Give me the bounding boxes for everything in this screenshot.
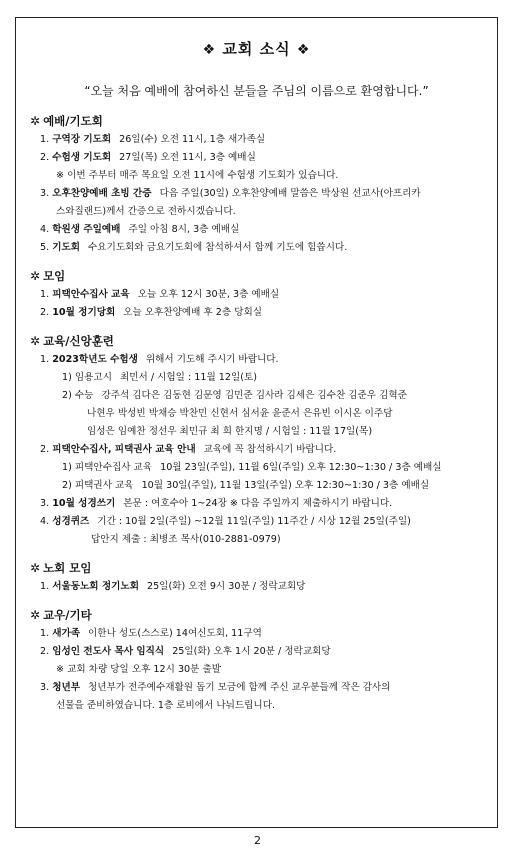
item-number: 5.	[40, 242, 50, 253]
star-icon: ✲	[30, 608, 41, 622]
list-item	[30, 405, 483, 423]
list-item	[30, 531, 483, 549]
item-note: ※ 교회 차량 당일 오후 12시 30분 출발	[56, 664, 222, 675]
list-item-continuation	[30, 203, 483, 221]
sub-item-detail: 최민서 / 시험일 : 11월 12일(토)	[119, 372, 257, 383]
item-label: 2023학년도 수험생	[52, 354, 138, 365]
item-continuation-text: 스와질랜드)께서 간증으로 전하시겠습니다.	[56, 206, 236, 217]
list-item	[30, 477, 483, 495]
section-heading-text: 노회 모임	[43, 561, 92, 575]
item-number: 1.	[40, 354, 50, 365]
sub-item-detail: 10월 30일(주일), 11월 13일(주일) 오후 12:30~1:30 / 3층 예배실	[141, 480, 430, 491]
section-heading-text: 교육/신앙훈련	[43, 334, 114, 348]
star-icon: ✲	[30, 269, 41, 283]
item-continuation-text: 임성은 임예찬 정선우 최민규 최 희 한지명 / 시험일 : 11월 17일(목)	[87, 426, 373, 437]
item-number: 4.	[40, 516, 50, 527]
page-title	[30, 36, 483, 62]
list-item	[30, 495, 483, 513]
item-label: 임성인 전도사 목사 임직식	[52, 646, 165, 657]
star-icon: ✲	[30, 334, 41, 348]
list-item-continuation	[30, 697, 483, 715]
bulletin-frame	[15, 17, 498, 828]
item-continuation-text: 답안지 제출 : 최병조 목사(010-2881-0979)	[91, 534, 281, 545]
item-continuation-text: 선물을 준비하였습니다. 1층 로비에서 나눠드립니다.	[56, 700, 276, 711]
title-text: 교회 소식	[222, 40, 291, 58]
item-number: 3.	[40, 188, 50, 199]
item-detail: 기간 : 10월 2일(주일) ~12월 11일(주일) 11주간 / 시상 12월 25일(주일)	[97, 516, 411, 527]
sub-item-label: 1) 피택안수집사 교육	[62, 462, 153, 473]
list-item	[30, 167, 483, 185]
list-item	[30, 221, 483, 239]
sub-item-detail: 강주석 김다은 김동현 김문영 김민준 김사라 김세은 김수찬 김준우 김혁준	[101, 390, 407, 401]
item-label: 수험생 기도회	[52, 152, 112, 163]
item-detail: 오늘 오후 12시 30분, 3층 예배실	[137, 289, 280, 300]
sub-item-label: 2) 수능	[62, 390, 94, 401]
list-item	[30, 239, 483, 257]
section-heading-text: 교우/기타	[43, 608, 92, 622]
item-detail: 청년부가 전주예수재활원 돕기 모금에 함께 주신 교우분들께 작은 감사의	[88, 682, 391, 693]
section-heading	[30, 605, 483, 625]
item-label: 새가족	[52, 628, 81, 639]
item-detail: 이한나 성도(스스로) 14여신도회, 11구역	[88, 628, 262, 639]
item-detail: 25일(화) 오전 9시 30분 / 정락교회당	[146, 581, 306, 592]
page-number: 2	[254, 834, 261, 847]
sub-item-label: 1) 임용고시	[62, 372, 112, 383]
sub-item-label: 2) 피택권사 교육	[62, 480, 134, 491]
list-item	[30, 459, 483, 477]
sub-item-detail: 10월 23일(주일), 11월 6일(주일) 오후 12:30~1:30 / 3층 예배실	[160, 462, 442, 473]
section-heading	[30, 331, 483, 351]
welcome-message: “오늘 처음 예배에 참여하신 분들을 주님의 이름으로 환영합니다.”	[84, 84, 429, 98]
list-item	[30, 578, 483, 596]
list-item	[30, 351, 483, 369]
item-label: 오후찬양예배 초빙 간증	[52, 188, 152, 199]
item-number: 1.	[40, 134, 50, 145]
item-label: 서울동노회 정기노회	[52, 581, 139, 592]
list-item	[30, 423, 483, 441]
item-number: 2.	[40, 307, 50, 318]
news-sections	[30, 111, 483, 715]
list-item	[30, 149, 483, 167]
item-detail: 교육에 꼭 참석하시기 바랍니다.	[203, 444, 337, 455]
item-label: 피택안수집사, 피택권사 교육 안내	[52, 444, 196, 455]
list-item	[30, 304, 483, 322]
item-number: 1.	[40, 628, 50, 639]
item-label: 기도회	[52, 242, 81, 253]
diamond-icon-left: ❖	[202, 42, 217, 58]
item-detail: 25일(화) 오후 1시 20분 / 정락교회당	[172, 646, 331, 657]
item-label: 성경퀴즈	[52, 516, 90, 527]
list-item	[30, 387, 483, 405]
item-detail: 다음 주일(30일) 오후찬양예배 말씀은 박상원 선교사(아프리카	[159, 188, 421, 199]
item-label: 10월 정기당회	[52, 307, 116, 318]
item-number: 1.	[40, 289, 50, 300]
item-detail: 26일(수) 오전 11시, 1층 새가족실	[119, 134, 266, 145]
list-item	[30, 679, 483, 697]
item-label: 피택안수집사 교육	[52, 289, 130, 300]
item-number: 3.	[40, 498, 50, 509]
item-note: ※ 이번 주부터 매주 목요일 오전 11시에 수험생 기도회가 있습니다.	[56, 170, 339, 181]
item-detail: 주일 아침 8시, 3층 예배실	[128, 224, 240, 235]
item-number: 2.	[40, 152, 50, 163]
list-item	[30, 661, 483, 679]
item-detail: 수요기도회와 금요기도회에 참석하셔서 함께 기도에 힘씁시다.	[88, 242, 348, 253]
diamond-icon-right: ❖	[296, 42, 311, 58]
item-label: 구역장 기도회	[52, 134, 112, 145]
item-label: 10월 성경쓰기	[52, 498, 116, 509]
star-icon: ✲	[30, 114, 41, 128]
item-detail: 오늘 오후찬양예배 후 2층 당회실	[123, 307, 263, 318]
list-item	[30, 286, 483, 304]
item-number: 3.	[40, 682, 50, 693]
item-number: 1.	[40, 581, 50, 592]
section-heading	[30, 266, 483, 286]
item-number: 4.	[40, 224, 50, 235]
list-item	[30, 185, 483, 203]
item-label: 청년부	[52, 682, 81, 693]
section-heading-text: 모임	[43, 269, 66, 283]
item-label: 학원생 주일예배	[52, 224, 121, 235]
section-heading	[30, 111, 483, 131]
section-heading-text: 예배/기도회	[43, 114, 103, 128]
item-number: 2.	[40, 646, 50, 657]
item-detail: 본문 : 여호수아 1~24장 ※ 다음 주일까지 제출하시기 바랍니다.	[123, 498, 393, 509]
list-item	[30, 131, 483, 149]
list-item	[30, 625, 483, 643]
item-continuation-text: 나현우 박성빈 박채승 박찬민 신현서 심서윤 윤준서 은유빈 이시온 이주담	[87, 408, 393, 419]
list-item	[30, 643, 483, 661]
item-number: 2.	[40, 444, 50, 455]
list-item	[30, 513, 483, 531]
star-icon: ✲	[30, 561, 41, 575]
list-item	[30, 441, 483, 459]
item-detail: 위해서 기도해 주시기 바랍니다.	[145, 354, 279, 365]
item-detail: 27일(목) 오전 11시, 3층 예배실	[119, 152, 256, 163]
list-item	[30, 369, 483, 387]
section-heading	[30, 558, 483, 578]
